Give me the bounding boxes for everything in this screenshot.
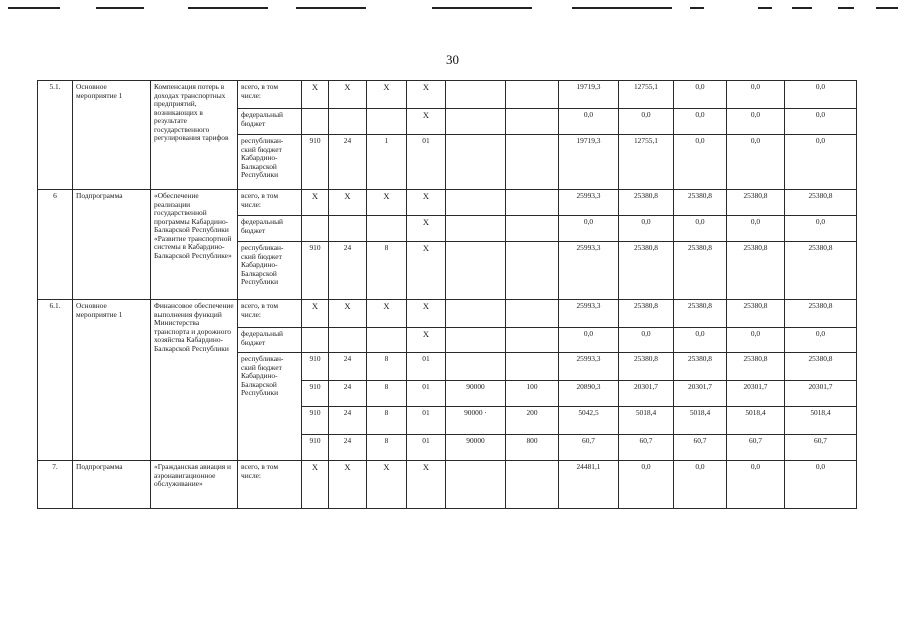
row-number: 5.1. [38,81,73,190]
year2-cell: 25380,8 [619,242,674,300]
source-label: федеральный бюджет [238,216,302,242]
year2-cell: 12755,1 [619,81,674,109]
grbs-cell [302,109,329,135]
year5-cell: 0,0 [785,216,857,242]
year5-cell: 0,0 [785,109,857,135]
year1-cell: 19719,3 [559,81,619,109]
year5-cell: 25380,8 [785,300,857,328]
year5-cell: 25380,8 [785,242,857,300]
row-status: Основное мероприятие 1 [73,81,151,190]
cs-cell: 01 [407,381,446,407]
csr-cell [446,216,506,242]
vr-cell [506,109,559,135]
year2-cell: 12755,1 [619,135,674,190]
year4-cell: 25380,8 [727,242,785,300]
vr-cell [506,353,559,381]
rz-cell: Х [329,300,367,328]
year3-cell: 25380,8 [674,300,727,328]
cs-cell: Х [407,81,446,109]
csr-cell: 90000 [446,381,506,407]
grbs-cell: Х [302,81,329,109]
csr-cell: 90000 · [446,407,506,435]
year3-cell: 0,0 [674,461,727,509]
year5-cell: 0,0 [785,135,857,190]
year3-cell: 60,7 [674,435,727,461]
rz-cell [329,216,367,242]
year4-cell: 0,0 [727,328,785,353]
budget-table [37,80,857,509]
year4-cell: 25380,8 [727,353,785,381]
pr-cell: Х [367,300,407,328]
table-row [38,461,857,509]
year1-cell: 0,0 [559,216,619,242]
year2-cell: 0,0 [619,109,674,135]
pr-cell: 8 [367,407,407,435]
year1-cell: 5042,5 [559,407,619,435]
source-label: всего, в том числе: [238,190,302,216]
year1-cell: 25993,3 [559,353,619,381]
year5-cell: 25380,8 [785,353,857,381]
grbs-cell [302,216,329,242]
source-label: федеральный бюджет [238,328,302,353]
rz-cell: 24 [329,381,367,407]
row-name: Компенсация потерь в доходах транспортных предприятий, возникающих в результате государственного регулирования тарифов [151,81,238,190]
csr-cell [446,461,506,509]
year3-cell: 25380,8 [674,190,727,216]
year5-cell: 0,0 [785,461,857,509]
pr-cell: Х [367,190,407,216]
rz-cell: Х [329,461,367,509]
cs-cell: Х [407,300,446,328]
vr-cell: 800 [506,435,559,461]
cs-cell: Х [407,242,446,300]
scan-artifact-marks [0,0,905,14]
year3-cell: 20301,7 [674,381,727,407]
year5-cell: 0,0 [785,328,857,353]
source-label: республикан-ский бюджет Кабардино-Балкарской Республики [238,353,302,461]
csr-cell [446,190,506,216]
grbs-cell: 910 [302,435,329,461]
year4-cell: 20301,7 [727,381,785,407]
year1-cell: 0,0 [559,328,619,353]
row-status: Подпрограмма [73,190,151,300]
year4-cell: 0,0 [727,216,785,242]
row-name: «Гражданская авиация и аэронавигационное обслуживание» [151,461,238,509]
year4-cell: 0,0 [727,109,785,135]
csr-cell [446,109,506,135]
csr-cell [446,300,506,328]
grbs-cell: 910 [302,381,329,407]
source-label: всего, в том числе: [238,81,302,109]
vr-cell: 200 [506,407,559,435]
cs-cell: Х [407,109,446,135]
year2-cell: 5018,4 [619,407,674,435]
rz-cell: Х [329,190,367,216]
vr-cell [506,135,559,190]
cs-cell: 01 [407,407,446,435]
year1-cell: 19719,3 [559,135,619,190]
rz-cell: 24 [329,135,367,190]
year5-cell: 20301,7 [785,381,857,407]
pr-cell [367,216,407,242]
year5-cell: 60,7 [785,435,857,461]
year1-cell: 25993,3 [559,242,619,300]
year2-cell: 0,0 [619,216,674,242]
vr-cell [506,216,559,242]
year4-cell: 60,7 [727,435,785,461]
year4-cell: 0,0 [727,81,785,109]
year4-cell: 0,0 [727,461,785,509]
year5-cell: 0,0 [785,81,857,109]
table-row [38,81,857,109]
rz-cell: 24 [329,435,367,461]
pr-cell: 8 [367,242,407,300]
cs-cell: Х [407,216,446,242]
rz-cell: 24 [329,242,367,300]
source-label: всего, в том числе: [238,461,302,509]
pr-cell: Х [367,461,407,509]
vr-cell [506,300,559,328]
source-label: федеральный бюджет [238,109,302,135]
pr-cell: 8 [367,353,407,381]
grbs-cell: 910 [302,353,329,381]
rz-cell: 24 [329,353,367,381]
cs-cell: 01 [407,435,446,461]
csr-cell [446,135,506,190]
vr-cell: 100 [506,381,559,407]
csr-cell [446,242,506,300]
grbs-cell: 910 [302,135,329,190]
grbs-cell: Х [302,190,329,216]
year1-cell: 25993,3 [559,300,619,328]
row-name: «Обеспечение реализации государственной программы Кабардино-Балкарской Республики «Развитие транспортной системы в Кабардино-Балкарской Республике» [151,190,238,300]
year2-cell: 25380,8 [619,190,674,216]
rz-cell [329,109,367,135]
source-label: всего, в том числе: [238,300,302,328]
year2-cell: 25380,8 [619,353,674,381]
year3-cell: 0,0 [674,135,727,190]
row-status: Основное мероприятие 1 [73,300,151,461]
year2-cell: 60,7 [619,435,674,461]
source-label: республикан-ский бюджет Кабардино-Балкарской Республики [238,135,302,190]
rz-cell: Х [329,81,367,109]
cs-cell: 01 [407,353,446,381]
row-status: Подпрограмма [73,461,151,509]
pr-cell [367,109,407,135]
year2-cell: 20301,7 [619,381,674,407]
csr-cell [446,81,506,109]
cs-cell: Х [407,461,446,509]
year1-cell: 0,0 [559,109,619,135]
year4-cell: 5018,4 [727,407,785,435]
vr-cell [506,461,559,509]
rz-cell: 24 [329,407,367,435]
cs-cell: 01 [407,135,446,190]
csr-cell [446,328,506,353]
row-name: Финансовое обеспечение выполнения функций Министерства транспорта и дорожного хозяйства Кабардино-Балкарской Республики [151,300,238,461]
year3-cell: 25380,8 [674,353,727,381]
cs-cell: Х [407,190,446,216]
pr-cell: 8 [367,381,407,407]
year1-cell: 24481,1 [559,461,619,509]
year2-cell: 0,0 [619,461,674,509]
vr-cell [506,242,559,300]
source-label: республикан-ский бюджет Кабардино-Балкарской Республики [238,242,302,300]
year5-cell: 5018,4 [785,407,857,435]
cs-cell: Х [407,328,446,353]
year3-cell: 25380,8 [674,242,727,300]
row-number: 6 [38,190,73,300]
year5-cell: 25380,8 [785,190,857,216]
vr-cell [506,328,559,353]
pr-cell: Х [367,81,407,109]
pr-cell: 1 [367,135,407,190]
csr-cell: 90000 [446,435,506,461]
pr-cell: 8 [367,435,407,461]
year1-cell: 20890,3 [559,381,619,407]
grbs-cell: Х [302,300,329,328]
csr-cell [446,353,506,381]
rz-cell [329,328,367,353]
grbs-cell: Х [302,461,329,509]
row-number: 7. [38,461,73,509]
grbs-cell [302,328,329,353]
table-row [38,300,857,328]
row-number: 6.1. [38,300,73,461]
year2-cell: 25380,8 [619,300,674,328]
vr-cell [506,190,559,216]
year2-cell: 0,0 [619,328,674,353]
pr-cell [367,328,407,353]
vr-cell [506,81,559,109]
grbs-cell: 910 [302,407,329,435]
year3-cell: 5018,4 [674,407,727,435]
year3-cell: 0,0 [674,328,727,353]
year4-cell: 25380,8 [727,190,785,216]
year1-cell: 25993,3 [559,190,619,216]
year3-cell: 0,0 [674,81,727,109]
year1-cell: 60,7 [559,435,619,461]
table-row [38,190,857,216]
year4-cell: 0,0 [727,135,785,190]
year3-cell: 0,0 [674,109,727,135]
year4-cell: 25380,8 [727,300,785,328]
grbs-cell: 910 [302,242,329,300]
page-number: 30 [446,52,459,67]
year3-cell: 0,0 [674,216,727,242]
